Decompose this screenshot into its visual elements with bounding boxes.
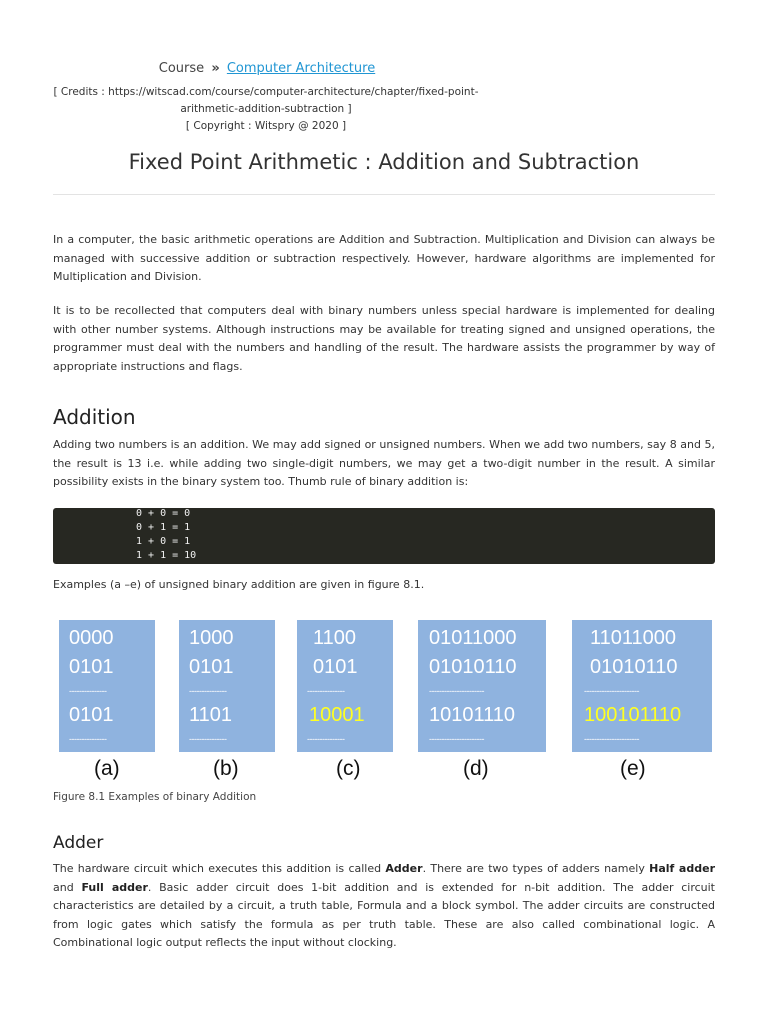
example-box-e (572, 620, 712, 752)
adder-paragraph (53, 860, 715, 953)
operand-2: 01010110 (429, 656, 517, 678)
separator-dashes: --------------- (189, 734, 227, 744)
example-label-b: (b) (213, 757, 239, 780)
sum-result: 1101 (189, 704, 233, 726)
full-adder-term: Full adder (81, 880, 148, 894)
example-label-e: (e) (620, 757, 646, 780)
sum-result: 10101110 (429, 704, 516, 726)
binary-rules-code-block (53, 508, 715, 564)
separator-dashes: --------------- (307, 686, 345, 696)
intro-paragraph-1: In a computer, the basic arithmetic operations are Addition and Subtraction. Multiplication and Division can always be managed with successive addition or subtraction respectively. However, hardware algorithms are implemented for Multiplication and Division. (53, 233, 715, 283)
adder-text-4: . Basic adder circuit does 1-bit addition and is extended for n-bit addition. The adder circuit characteristics are detailed by a circuit, a truth table, Formula and a block symbol. The adder circuits are constructed from logic gates which satisfy the formula as per truth table. These are also called combinational logic. A Combinational logic output reflects the input without clocking. (53, 880, 715, 949)
example-box-c (297, 620, 393, 752)
sum-result-overflow: 10001 (309, 704, 365, 726)
page-title: Fixed Point Arithmetic : Addition and Subtraction (128, 150, 640, 174)
copyright-line: [ Copyright : Witspry @ 2020 ] (185, 120, 347, 132)
operand-1: 0000 (69, 627, 114, 649)
operand-2: 0101 (69, 656, 114, 678)
breadcrumb-link-computer-architecture[interactable]: Computer Architecture (226, 61, 376, 76)
example-label-c: (c) (336, 757, 361, 780)
breadcrumb-separator-icon: » (211, 61, 220, 76)
separator-dashes: --------------- (189, 686, 227, 696)
credits-line-2: arithmetic-addition-subtraction ] (180, 103, 352, 115)
example-label-d: (d) (463, 757, 489, 780)
example-box-d (418, 620, 546, 752)
operand-1: 11011000 (590, 627, 677, 649)
example-box-a (59, 620, 155, 752)
credits-block (46, 84, 486, 135)
code-line: 1 + 0 = 1 (136, 536, 191, 547)
breadcrumb-prefix: Course (158, 61, 205, 76)
title-divider (53, 194, 715, 195)
operand-2: 0101 (313, 656, 358, 678)
operand-1: 1100 (313, 627, 357, 649)
addition-paragraph: Adding two numbers is an addition. We may add signed or unsigned numbers. When we add two numbers, say 8 and 5, the result is 13 i.e. while adding two single-digit numbers, we may get a two-digit number in the result. A similar possibility exists in the binary system too. Thumb rule of binary addition is: (53, 438, 715, 488)
addition-heading: Addition (53, 405, 136, 429)
operand-1: 01011000 (429, 627, 517, 649)
code-line: 0 + 1 = 1 (136, 522, 191, 533)
sum-result: 0101 (69, 704, 114, 726)
operand-2: 0101 (189, 656, 234, 678)
separator-dashes: ---------------------- (584, 686, 639, 696)
separator-dashes: --------------- (69, 686, 107, 696)
separator-dashes: ---------------------- (429, 734, 484, 744)
operand-1: 1000 (189, 627, 234, 649)
adder-text-3: and (53, 880, 82, 894)
example-box-b (179, 620, 275, 752)
operand-2: 01010110 (590, 656, 678, 678)
breadcrumb (0, 61, 534, 76)
adder-heading: Adder (53, 833, 104, 853)
separator-dashes: ---------------------- (584, 734, 639, 744)
code-line: 1 + 1 = 10 (136, 550, 197, 561)
separator-dashes: --------------- (307, 734, 345, 744)
intro-paragraph-2: It is to be recollected that computers deal with binary numbers unless special hardware is implemented for dealing with other number systems. Although instructions may be available for treating signed and unsigned operations, the programmer must deal with the numbers and handling of the result. The hardware assists the programmer by way of appropriate instructions and flags. (53, 304, 715, 373)
half-adder-term: Half adder (649, 862, 715, 875)
code-line: 0 + 0 = 0 (136, 508, 191, 519)
separator-dashes: ---------------------- (429, 686, 484, 696)
separator-dashes: --------------- (69, 734, 107, 744)
figure-caption: Figure 8.1 Examples of binary Addition (53, 791, 257, 803)
example-label-a: (a) (94, 757, 120, 780)
credits-line-1: [ Credits : https://witscad.com/course/computer-architecture/chapter/fixed-point- (53, 86, 479, 98)
examples-intro: Examples (a –e) of unsigned binary addition are given in figure 8.1. (53, 578, 425, 591)
adder-text-2: . There are two types of adders namely (422, 862, 650, 875)
adder-term: Adder (385, 862, 423, 875)
sum-result-overflow: 100101110 (584, 704, 682, 726)
adder-text-1: The hardware circuit which executes this addition is called (53, 862, 386, 875)
